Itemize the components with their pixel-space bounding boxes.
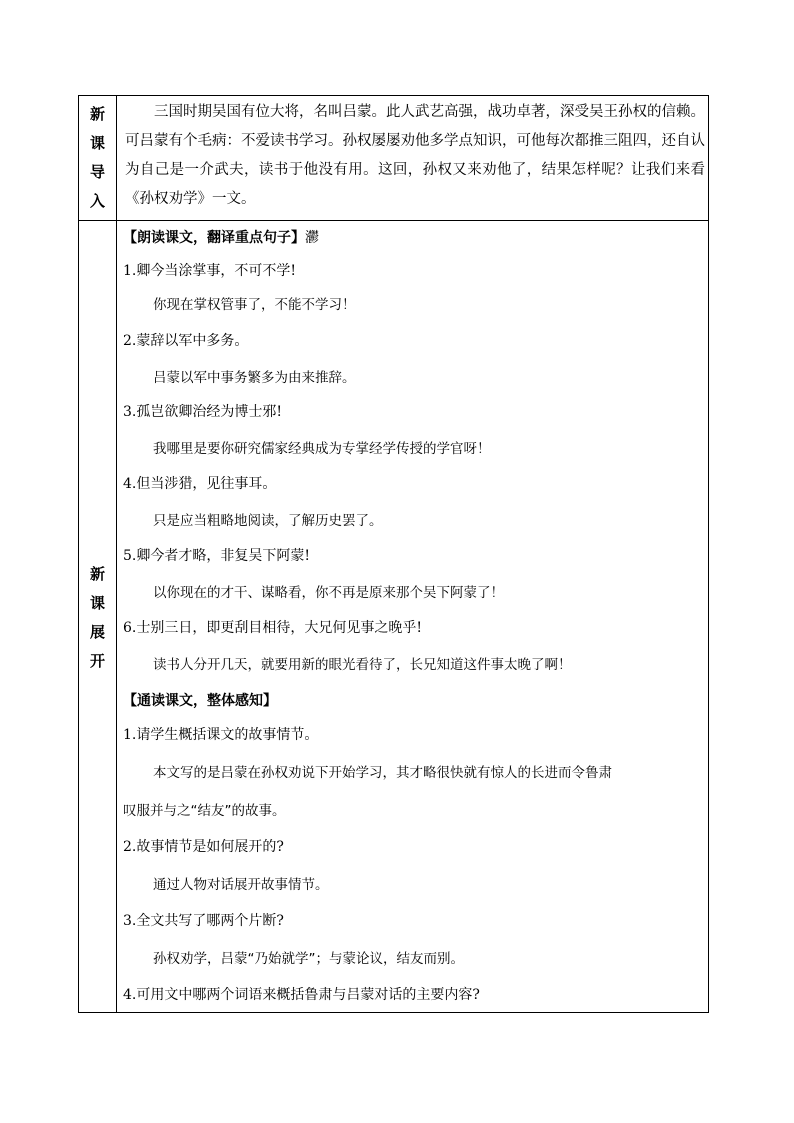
question: 4.可用文中哪两个词语来概括鲁肃与吕蒙对话的主要内容? xyxy=(123,987,480,1003)
answer: 读书人分开几天，就要用新的眼光看待了，长兄知道这件事太晚了啊！ xyxy=(153,657,572,673)
label-char: 课 xyxy=(89,134,105,152)
question: 1.请学生概括课文的故事情节。 xyxy=(123,727,319,743)
answer: 通过人物对话展开故事情节。 xyxy=(153,877,329,893)
answer: 吕蒙以军中事务繁多为由来推辞。 xyxy=(153,370,356,386)
answer: 你现在掌权管事了，不能不学习！ xyxy=(153,297,356,313)
answer: 叹服并与之“结友”的故事。 xyxy=(123,803,286,819)
row-divider xyxy=(79,220,708,221)
label-char: 展 xyxy=(89,622,105,641)
answer: 以你现在的才干、谋略看，你不再是原来那个吴下阿蒙了！ xyxy=(153,585,504,601)
question: 2.蒙辞以军中多务。 xyxy=(123,333,249,349)
question: 3.全文共写了哪两个片断? xyxy=(123,913,284,929)
lesson-table xyxy=(78,95,709,1013)
heading-text: 【朗读课文，翻译重点句子】 xyxy=(123,230,305,246)
label-char: 开 xyxy=(89,651,105,670)
expand-label xyxy=(79,221,116,1014)
label-char: 新 xyxy=(89,105,105,123)
heading-extra: 灪 xyxy=(305,230,319,246)
label-char: 课 xyxy=(89,593,105,612)
section-heading: 【通读课文，整体感知】 xyxy=(123,693,277,709)
section-heading xyxy=(123,227,319,247)
label-char: 入 xyxy=(89,192,105,210)
label-char: 新 xyxy=(89,564,105,583)
answer: 只是应当粗略地阅读，了解历史罢了。 xyxy=(153,513,383,529)
answer: 孙权劝学，吕蒙“乃始就学”；与蒙论议，结友而别。 xyxy=(153,951,464,967)
label-char: 导 xyxy=(89,163,105,181)
question: 5.卿今者才略，非复吴下阿蒙! xyxy=(123,548,310,564)
column-divider xyxy=(116,96,117,1012)
question: 2.故事情节是如何展开的? xyxy=(123,839,284,855)
question: 4.但当涉猎，见往事耳。 xyxy=(123,476,277,492)
intro-label xyxy=(79,96,116,220)
question: 1.卿今当涂掌事，不可不学! xyxy=(123,263,296,279)
answer: 本文写的是吕蒙在孙权劝说下开始学习，其才略很快就有惊人的长进而令鲁肃 xyxy=(153,765,612,781)
intro-paragraph: 三国时期吴国有位大将，名叫吕蒙。此人武艺高强，战功卓著，深受吴王孙权的信赖。可吕蒙有个毛病：不爱读书学习。孙权屡屡劝他多学点知识，可他每次都推三阻四，还自认为自己是一介武夫，读书于他没有用。这回，孙权又来劝他了，结果怎样呢？让我们来看《孙权劝学》一文。 xyxy=(125,104,705,207)
question: 3.孤岂欲卿治经为博士邪! xyxy=(123,404,282,420)
answer: 我哪里是要你研究儒家经典成为专掌经学传授的学官呀！ xyxy=(153,441,491,457)
question: 6.士别三日，即更刮目相待，大兄何见事之晚乎! xyxy=(123,620,422,636)
